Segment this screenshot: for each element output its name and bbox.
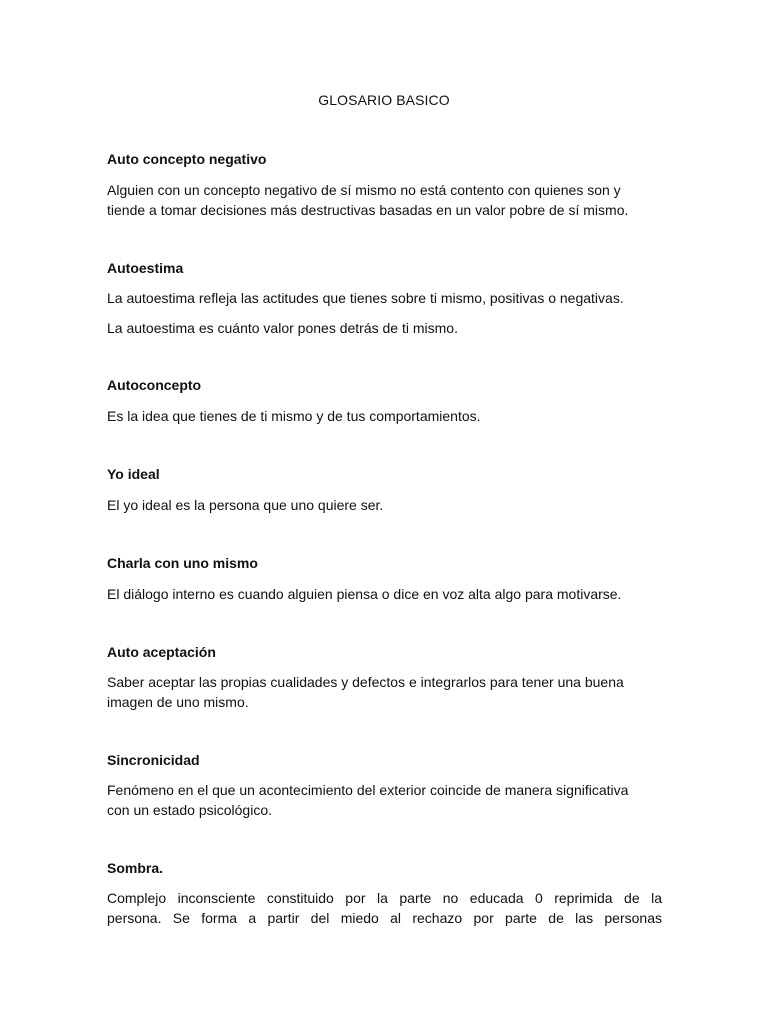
glossary-term: Autoestima xyxy=(107,260,184,276)
glossary-term: Charla con uno mismo xyxy=(107,555,258,571)
glossary-definition xyxy=(107,318,662,338)
definition-line: tiende a tomar decisiones más destructivas basadas en un valor pobre de sí mismo. xyxy=(107,202,629,218)
definition-line: La autoestima refleja las actitudes que tienes sobre ti mismo, positivas o negativas. xyxy=(107,290,624,306)
definition-line: Alguien con un concepto negativo de sí mismo no está contento con quienes son y xyxy=(107,182,621,198)
definition-line: persona. Se forma a partir del miedo al rechazo por parte de las personas xyxy=(107,910,662,926)
definition-line: Fenómeno en el que un acontecimiento del exterior coincide de manera significativa xyxy=(107,782,629,798)
definition-line: Complejo inconsciente constituido por la parte no educada 0 reprimida de la xyxy=(107,890,662,906)
glossary-definition xyxy=(107,780,662,820)
glossary-definition xyxy=(107,495,662,515)
document-title: GLOSARIO BASICO xyxy=(318,92,450,108)
glossary-definition xyxy=(107,888,662,928)
glossary-definition xyxy=(107,406,662,426)
glossary-definition xyxy=(107,288,662,308)
glossary-term: Auto aceptación xyxy=(107,644,216,660)
glossary-term: Auto concepto negativo xyxy=(107,151,267,167)
definition-line: El diálogo interno es cuando alguien piensa o dice en voz alta algo para motivarse. xyxy=(107,586,622,602)
definition-line: Es la idea que tienes de ti mismo y de tus comportamientos. xyxy=(107,408,481,424)
glossary-term: Sombra. xyxy=(107,860,164,876)
glossary-definition xyxy=(107,584,662,604)
glossary-definition xyxy=(107,180,662,220)
glossary-definition xyxy=(107,672,662,712)
glossary-term: Autoconcepto xyxy=(107,377,202,393)
definition-line: El yo ideal es la persona que uno quiere ser. xyxy=(107,497,384,513)
definition-line: imagen de uno mismo. xyxy=(107,694,249,710)
definition-line: La autoestima es cuánto valor pones detrás de ti mismo. xyxy=(107,320,458,336)
definition-line: con un estado psicológico. xyxy=(107,802,272,818)
glossary-term: Sincronicidad xyxy=(107,752,200,768)
definition-line: Saber aceptar las propias cualidades y defectos e integrarlos para tener una buena xyxy=(107,674,624,690)
glossary-term: Yo ideal xyxy=(107,466,160,482)
